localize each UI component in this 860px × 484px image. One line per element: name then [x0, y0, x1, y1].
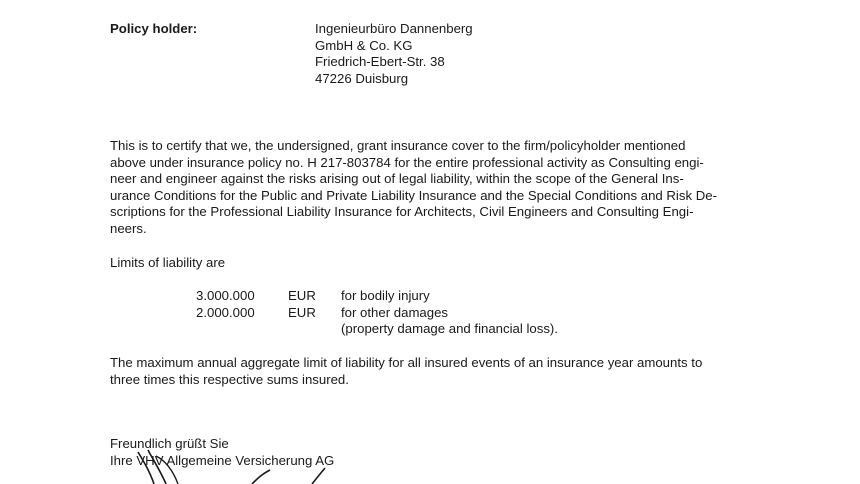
closing-company: Ihre VHV Allgemeine Versicherung AG	[110, 452, 335, 468]
paragraph-line: neers.	[110, 220, 147, 236]
closing-greeting: Freundlich grüßt Sie	[110, 436, 229, 451]
limit-currency: EUR	[288, 304, 316, 320]
limit-amount: 3.000.000	[196, 288, 255, 303]
address-line: Ingenieurbüro Dannenberg	[315, 21, 473, 36]
limits-intro: Limits of liability are	[110, 255, 226, 270]
limits-amount-column	[196, 288, 255, 321]
address-line: Friedrich-Ebert-Str. 38	[315, 54, 445, 70]
address-line: GmbH & Co. KG	[315, 37, 413, 53]
policy-holder-address	[315, 21, 473, 87]
limit-note: (property damage and financial loss).	[341, 321, 558, 337]
limit-amount: 2.000.000	[196, 304, 255, 320]
signature-image	[120, 448, 360, 484]
paragraph-line: neer and engineer against the risks arising out of legal liability, within the scope of the General Ins-	[110, 171, 684, 187]
limits-currency-column	[288, 288, 316, 321]
certification-paragraph	[110, 138, 717, 238]
paragraph-line: This is to certify that we, the undersigned, grant insurance cover to the firm/policyholder mentioned	[110, 138, 686, 153]
aggregate-paragraph	[110, 355, 702, 388]
paragraph-line: three times this respective sums insured.	[110, 371, 349, 387]
limit-description: for bodily injury	[341, 288, 430, 303]
paragraph-line: scriptions for the Professional Liability Insurance for Architects, Civil Engineers and Consulting Engi-	[110, 204, 694, 220]
paragraph-line: The maximum annual aggregate limit of liability for all insured events of an insurance year amounts to	[110, 355, 703, 370]
policy-holder-label: Policy holder:	[110, 21, 198, 36]
limit-currency: EUR	[288, 288, 316, 303]
address-line: 47226 Duisburg	[315, 70, 409, 86]
paragraph-line: above under insurance policy no. H 217-803784 for the entire professional activity as Consulting engi-	[110, 154, 704, 170]
limit-description: for other damages	[341, 304, 449, 320]
limits-description-column	[341, 288, 558, 338]
paragraph-line: urance Conditions for the Public and Private Liability Insurance and the Special Conditions and Risk De-	[110, 187, 717, 203]
